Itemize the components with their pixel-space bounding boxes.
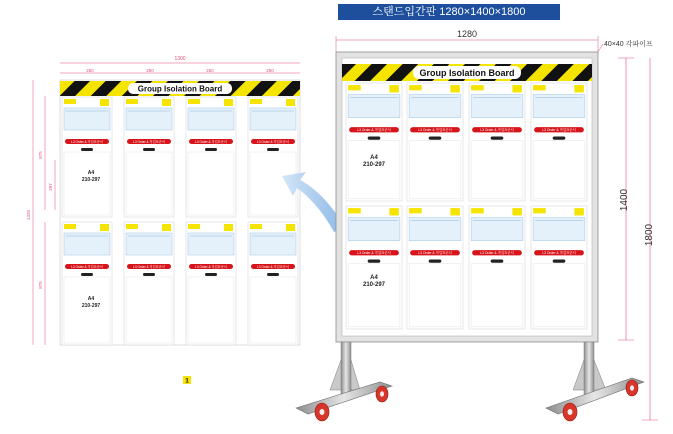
- a4-slot: [348, 264, 400, 327]
- red-label-text: L3 Order & 작업표준서: [71, 264, 103, 269]
- wheel-right-back: [626, 380, 638, 396]
- right-cell-8: [531, 206, 587, 329]
- right-stand-board: [296, 29, 658, 421]
- right-cell-7: [469, 206, 525, 329]
- red-label-text: L3 Order & 작업표준서: [195, 139, 227, 144]
- a4-slot: [64, 277, 110, 343]
- red-label-text: L3 Order & 작업표준서: [418, 251, 452, 256]
- clip-icon: [368, 137, 381, 140]
- left-cell-3: [186, 97, 236, 217]
- a4-slot: [126, 277, 172, 343]
- clip-icon: [368, 260, 381, 263]
- document-pocket: [188, 108, 234, 130]
- stand-leg-left: [341, 342, 351, 397]
- document-pocket: [348, 218, 400, 241]
- clip-icon: [267, 273, 279, 276]
- document-pocket: [64, 108, 110, 130]
- right-cell-2: [407, 83, 463, 201]
- right-width-dim: 1280: [456, 29, 478, 39]
- red-label-text: L3 Order & 작업표준서: [357, 251, 391, 256]
- left-a4-label-top: A4: [87, 170, 95, 176]
- right-cell-5: [346, 206, 402, 329]
- document-pocket: [471, 95, 523, 118]
- document-pocket: [188, 233, 234, 255]
- wheel-left-front: [315, 403, 329, 421]
- clip-icon: [143, 273, 155, 276]
- document-pocket: [409, 218, 461, 241]
- document-pocket: [250, 233, 296, 255]
- red-label-text: L3 Order & 작업표준서: [480, 251, 514, 256]
- clip-icon: [429, 137, 442, 140]
- a4-slot: [533, 264, 585, 327]
- a4-slot: [348, 141, 400, 199]
- red-label-text: L3 Order & 작업표준서: [357, 128, 391, 133]
- left-side-dim-lower: 875: [38, 281, 43, 289]
- left-a4-size-bottom: 210-297: [81, 303, 101, 309]
- clip-icon: [491, 260, 504, 263]
- red-label-text: L3 Order & 작업표준서: [71, 139, 103, 144]
- left-cell-7: [186, 222, 236, 345]
- left-cell-6: [124, 222, 174, 345]
- a4-slot: [471, 141, 523, 199]
- right-height-total: 1800: [644, 223, 655, 247]
- left-side-dim-upper: 875: [38, 151, 43, 159]
- left-col-dim-1: 250: [86, 68, 94, 73]
- document-pocket: [64, 233, 110, 255]
- red-label-text: L3 Order & 작업표준서: [195, 264, 227, 269]
- a4-slot: [250, 277, 296, 343]
- left-col-dim-3: 250: [206, 68, 214, 73]
- stand-leg-right: [584, 342, 594, 397]
- left-cell-2: [124, 97, 174, 217]
- a4-slot: [409, 141, 461, 199]
- document-pocket: [250, 108, 296, 130]
- pipe-label: 40×40 각파이프: [604, 41, 653, 48]
- left-side-dim-a4: 297: [48, 183, 53, 191]
- left-cell-1: [62, 97, 112, 217]
- clip-icon: [553, 137, 566, 140]
- clip-icon: [81, 273, 93, 276]
- right-a4-label-bottom: A4: [370, 275, 378, 281]
- a4-slot: [64, 152, 110, 215]
- document-pocket: [126, 233, 172, 255]
- clip-icon: [205, 148, 217, 151]
- left-cell-5: [62, 222, 112, 345]
- red-label-text: L3 Order & 작업표준서: [418, 128, 452, 133]
- a4-slot: [533, 141, 585, 199]
- red-label-text: L3 Order & 작업표준서: [133, 264, 165, 269]
- clip-icon: [553, 260, 566, 263]
- right-cell-1: [346, 83, 402, 201]
- right-cell-4: [531, 83, 587, 201]
- left-cell-4: [248, 97, 298, 217]
- wheel-left-back: [376, 386, 388, 402]
- right-board-title: Group Isolation Board: [419, 68, 515, 78]
- clip-icon: [205, 273, 217, 276]
- red-label-text: L3 Order & 작업표준서: [480, 128, 514, 133]
- right-a4-size-bottom: 210-297: [362, 282, 386, 288]
- a4-slot: [188, 277, 234, 343]
- wheel-right-front: [563, 403, 577, 421]
- a4-slot: [471, 264, 523, 327]
- document-pocket: [471, 218, 523, 241]
- footer-number: 1: [185, 378, 189, 385]
- left-top-dim: 1300: [174, 56, 186, 62]
- document-pocket: [348, 95, 400, 118]
- a4-slot: [126, 152, 172, 215]
- left-cell-8: [248, 222, 298, 345]
- right-cell-3: [469, 83, 525, 201]
- a4-slot: [188, 152, 234, 215]
- right-a4-size-top: 210-297: [362, 162, 386, 168]
- clip-icon: [143, 148, 155, 151]
- left-board: [26, 56, 300, 385]
- right-height-inner: 1400: [619, 188, 630, 212]
- right-cell-6: [407, 206, 463, 329]
- document-pocket: [533, 95, 585, 118]
- a4-slot: [409, 264, 461, 327]
- red-label-text: L3 Order & 작업표준서: [542, 251, 576, 256]
- left-col-dim-2: 250: [146, 68, 154, 73]
- document-pocket: [409, 95, 461, 118]
- right-a4-label-top: A4: [370, 155, 378, 161]
- document-pocket: [533, 218, 585, 241]
- red-label-text: L3 Order & 작업표준서: [257, 264, 289, 269]
- clip-icon: [81, 148, 93, 151]
- left-a4-size-top: 210-297: [81, 177, 101, 183]
- left-a4-label-bottom: A4: [87, 296, 95, 302]
- document-pocket: [126, 108, 172, 130]
- red-label-text: L3 Order & 작업표준서: [542, 128, 576, 133]
- clip-icon: [267, 148, 279, 151]
- clip-icon: [491, 137, 504, 140]
- clip-icon: [429, 260, 442, 263]
- red-label-text: L3 Order & 작업표준서: [133, 139, 165, 144]
- left-col-dim-4: 250: [266, 68, 274, 73]
- left-board-title: Group Isolation Board: [137, 84, 223, 94]
- title-banner: 스탠드입간판 1280×1400×1800: [338, 4, 560, 20]
- left-side-dim-total: 1325: [26, 209, 31, 221]
- red-label-text: L3 Order & 작업표준서: [257, 139, 289, 144]
